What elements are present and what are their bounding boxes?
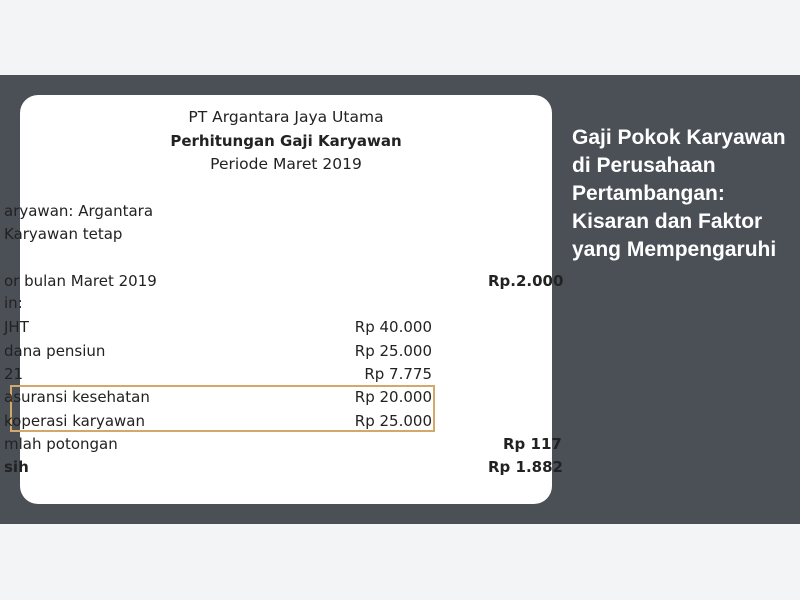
base-salary-amount: Rp.2.000 xyxy=(488,272,564,290)
base-salary-label: or bulan Maret 2019 xyxy=(4,272,157,290)
deduction-amount: Rp 40.000 xyxy=(354,318,432,336)
net-pay-label: sih xyxy=(4,458,29,476)
article-title[interactable]: Gaji Pokok Karyawan di Perusahaan Pertambangan: Kisaran dan Faktor yang Mempengaruhi xyxy=(572,126,786,261)
deduction-label: koperasi karyawan xyxy=(4,412,146,430)
deduction-label: 21 xyxy=(4,365,24,383)
deduction-label: dana pensiun xyxy=(4,342,106,360)
employee-status: Karyawan tetap xyxy=(4,225,123,243)
company-name: PT Argantara Jaya Utama xyxy=(188,108,384,126)
total-deductions-label: mlah potongan xyxy=(4,435,118,453)
deduction-label: asuransi kesehatan xyxy=(4,388,150,406)
deduction-amount: Rp 25.000 xyxy=(354,342,432,360)
payslip-image xyxy=(4,95,564,504)
net-pay-amount: Rp 1.882 xyxy=(488,458,563,476)
deduction-amount: Rp 7.775 xyxy=(364,365,432,383)
payslip xyxy=(4,95,564,504)
deductions-label: in: xyxy=(4,294,23,312)
deduction-amount: Rp 20.000 xyxy=(354,388,432,406)
total-deductions-amount: Rp 117 xyxy=(503,435,562,453)
deduction-amount: Rp 25.000 xyxy=(354,412,432,430)
employee-name: aryawan: Argantara xyxy=(4,202,154,220)
payslip-title: Perhitungan Gaji Karyawan xyxy=(170,132,402,150)
payslip-period: Periode Maret 2019 xyxy=(210,155,362,173)
deduction-label: JHT xyxy=(4,318,29,336)
